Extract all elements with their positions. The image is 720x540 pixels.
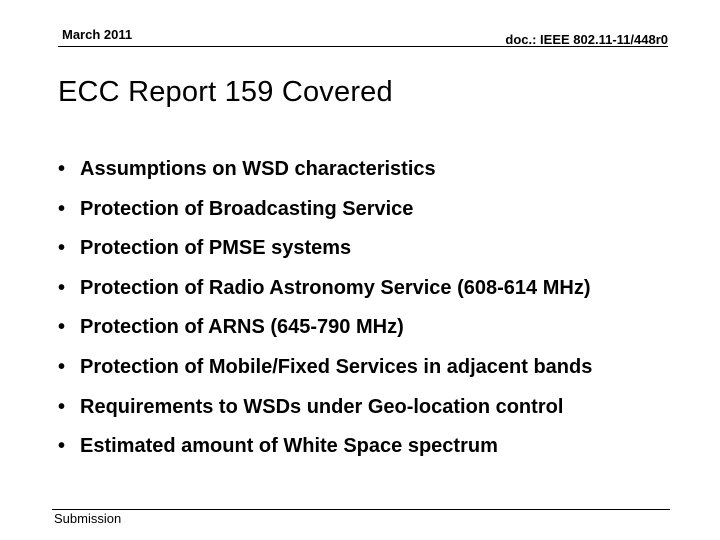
header-date: March 2011	[62, 27, 133, 42]
bullet-icon: •	[58, 158, 66, 180]
bullet-item	[58, 356, 592, 396]
bullet-text: Estimated amount of White Space spectrum	[80, 435, 498, 458]
footer-submission-label: Submission	[54, 511, 122, 526]
bullet-text: Requirements to WSDs under Geo-location control	[80, 395, 564, 418]
bullet-item	[58, 277, 592, 317]
header-divider	[58, 46, 668, 47]
footer-divider	[52, 509, 670, 510]
bullet-item	[58, 158, 592, 198]
bullet-icon: •	[58, 395, 66, 418]
header-doc-id: doc.: IEEE 802.11-11/448r0	[505, 32, 668, 47]
bullet-item	[58, 198, 592, 238]
bullet-text: Protection of PMSE systems	[80, 237, 352, 260]
bullet-icon: •	[58, 197, 66, 220]
bullet-text: Protection of Broadcasting Service	[80, 197, 414, 220]
bullet-item	[58, 396, 592, 436]
bullet-icon: •	[58, 276, 66, 299]
slide-title: ECC Report 159 Covered	[58, 76, 393, 108]
bullet-icon: •	[58, 435, 66, 458]
bullet-text: Protection of ARNS (645-790 MHz)	[80, 316, 404, 339]
bullet-list	[58, 158, 592, 475]
bullet-icon: •	[58, 237, 66, 260]
bullet-text: Protection of Mobile/Fixed Services in adjacent bands	[80, 355, 593, 378]
bullet-text: Protection of Radio Astronomy Service (608-614 MHz)	[80, 276, 591, 299]
bullet-icon: •	[58, 355, 66, 378]
bullet-item	[58, 237, 592, 277]
bullet-item	[58, 435, 592, 475]
bullet-text: Assumptions on WSD characteristics	[80, 158, 436, 180]
bullet-item	[58, 316, 592, 356]
bullet-icon: •	[58, 316, 66, 339]
